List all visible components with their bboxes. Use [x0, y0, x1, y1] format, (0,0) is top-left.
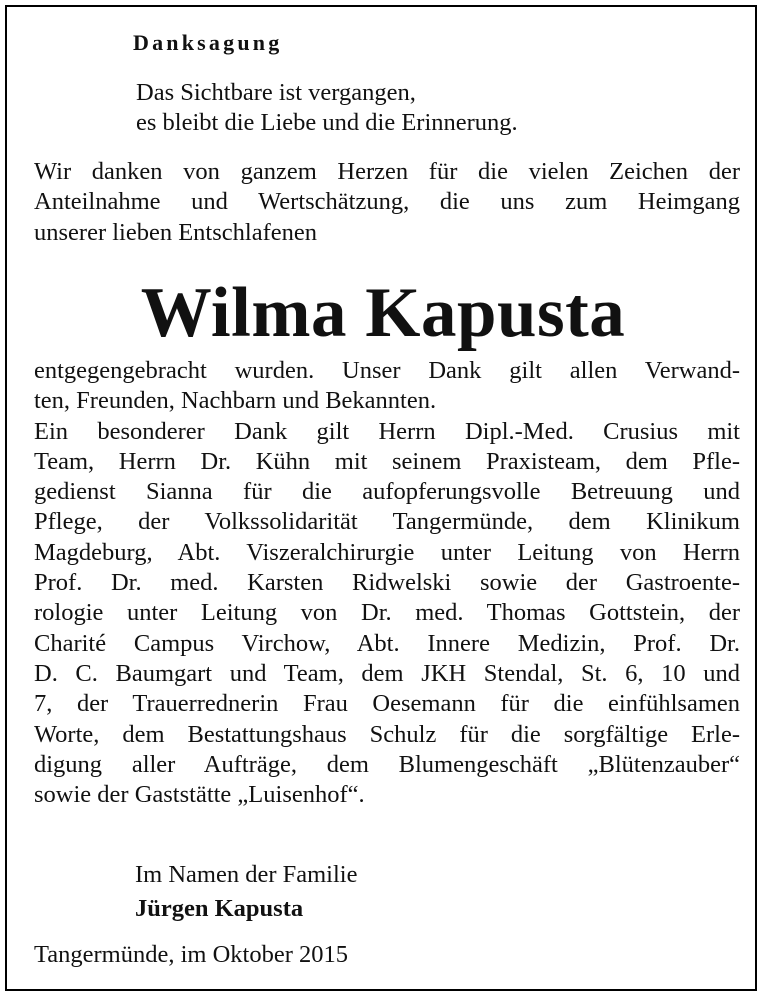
signature-name: Jürgen Kapusta [135, 895, 304, 922]
body-line: D. C. Baumgart und Team, dem JKH Stendal, St. 6, 10 und [34, 659, 740, 687]
motto [136, 78, 518, 138]
body-line: Team, Herrn Dr. Kühn mit seinem Praxisteam, dem Pfle- [34, 447, 740, 475]
body-line: Worte, dem Bestattungshaus Schulz für die sorgfältige Erle- [34, 720, 740, 748]
intro-line: Wir danken von ganzem Herzen für die vielen Zeichen der [34, 158, 740, 185]
intro-line: unserer lieben Entschlafenen [34, 218, 317, 246]
body-line: entgegengebracht wurden. Unser Dank gilt allen Verwand- [34, 357, 740, 384]
body-paragraph [34, 356, 740, 810]
body-line: Magdeburg, Abt. Viszeralchirurgie unter Leitung von Herrn [34, 538, 740, 566]
signature-intro: Im Namen der Familie [135, 861, 358, 888]
body-line: Charité Campus Virchow, Abt. Innere Medizin, Prof. Dr. [34, 629, 740, 657]
heading: Danksagung [133, 30, 283, 55]
body-line: 7, der Trauerrednerin Frau Oesemann für die einfühlsamen [34, 690, 740, 718]
body-line: digung aller Aufträge, dem Blumengeschäft „Blütenzauber“ [34, 750, 740, 778]
deceased-name: Wilma Kapusta [140, 274, 626, 352]
intro-line: Anteilnahme und Wertschätzung, die uns zum Heimgang [34, 188, 740, 216]
body-line: ten, Freunden, Nachbarn und Bekannten. [34, 387, 437, 415]
signature-block [135, 858, 357, 926]
body-line: gedienst Sianna für die aufopferungsvolle Betreuung und [34, 478, 740, 506]
body-line: sowie der Gaststätte „Luisenhof“. [34, 781, 365, 809]
body-line: Prof. Dr. med. Karsten Ridwelski sowie der Gastroente- [34, 569, 740, 597]
body-line: rologie unter Leitung von Dr. med. Thomas Gottstein, der [34, 599, 740, 627]
motto-line: es bleibt die Liebe und die Erinnerung. [136, 109, 518, 136]
body-line: Ein besonderer Dank gilt Herrn Dipl.-Med. Crusius mit [34, 417, 740, 445]
motto-line: Das Sichtbare ist vergangen, [136, 79, 416, 106]
intro-paragraph [34, 157, 740, 248]
place-date: Tangermünde, im Oktober 2015 [34, 941, 348, 968]
body-line: Pflege, der Volkssolidarität Tangermünde, dem Klinikum [34, 508, 740, 536]
